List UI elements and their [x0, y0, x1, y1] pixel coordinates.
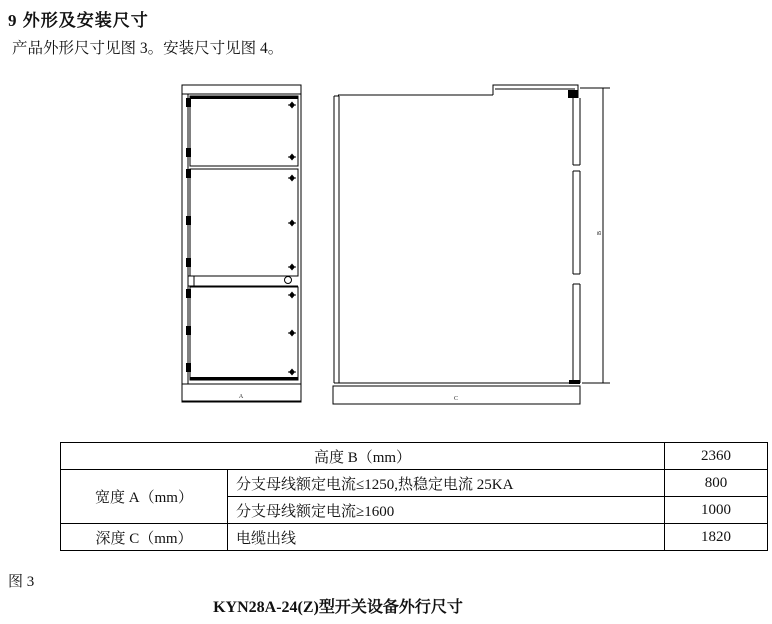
dimension-table: [60, 442, 768, 551]
side-view-drawing: [325, 70, 617, 412]
door-panel-bottom: [190, 287, 298, 380]
row-height-label: 高度 B（mm）: [61, 443, 665, 470]
row-width-condition-1: 分支母线额定电流≤1250,热稳定电流 25KA: [228, 470, 665, 497]
cabinet-outline: [182, 85, 301, 402]
height-dimension: [580, 88, 610, 383]
door-lock-knobs: [288, 102, 296, 376]
intro-text: 产品外形尺寸见图 3。安装尺寸见图 4。: [12, 40, 284, 57]
row-width-condition-2: 分支母线额定电流≥1600: [228, 497, 665, 524]
row-depth-label: 深度 C（mm）: [61, 524, 228, 551]
door-panel-middle: [190, 169, 298, 276]
row-height-value: 2360: [665, 443, 768, 470]
table-row: [61, 470, 768, 497]
row-width-label: 宽度 A（mm）: [61, 470, 228, 524]
dimension-label-b: B: [597, 230, 603, 236]
table-row: [61, 524, 768, 551]
table-row: [61, 443, 768, 470]
depth-dimension: [333, 386, 580, 404]
front-door-edge: [334, 96, 339, 383]
width-dimension: [182, 384, 301, 401]
figure-number: 图 3: [8, 574, 35, 590]
section-heading: 9 外形及安装尺寸: [8, 11, 149, 30]
front-view-drawing: [168, 76, 308, 410]
row-depth-condition: 电缆出线: [228, 524, 665, 551]
top-raised-box: [493, 85, 578, 98]
dimension-label-c: C: [453, 396, 459, 402]
dimension-label-a: A: [238, 394, 244, 400]
knob-circle: [285, 277, 292, 284]
rear-panel: [573, 98, 580, 383]
row-depth-value: 1820: [665, 524, 768, 551]
divider-band: [188, 276, 298, 286]
figure-caption: KYN28A-24(Z)型开关设备外行尺寸: [213, 599, 463, 616]
door-panel-top: [190, 96, 298, 166]
row-width-value-1: 800: [665, 470, 768, 497]
row-width-value-2: 1000: [665, 497, 768, 524]
